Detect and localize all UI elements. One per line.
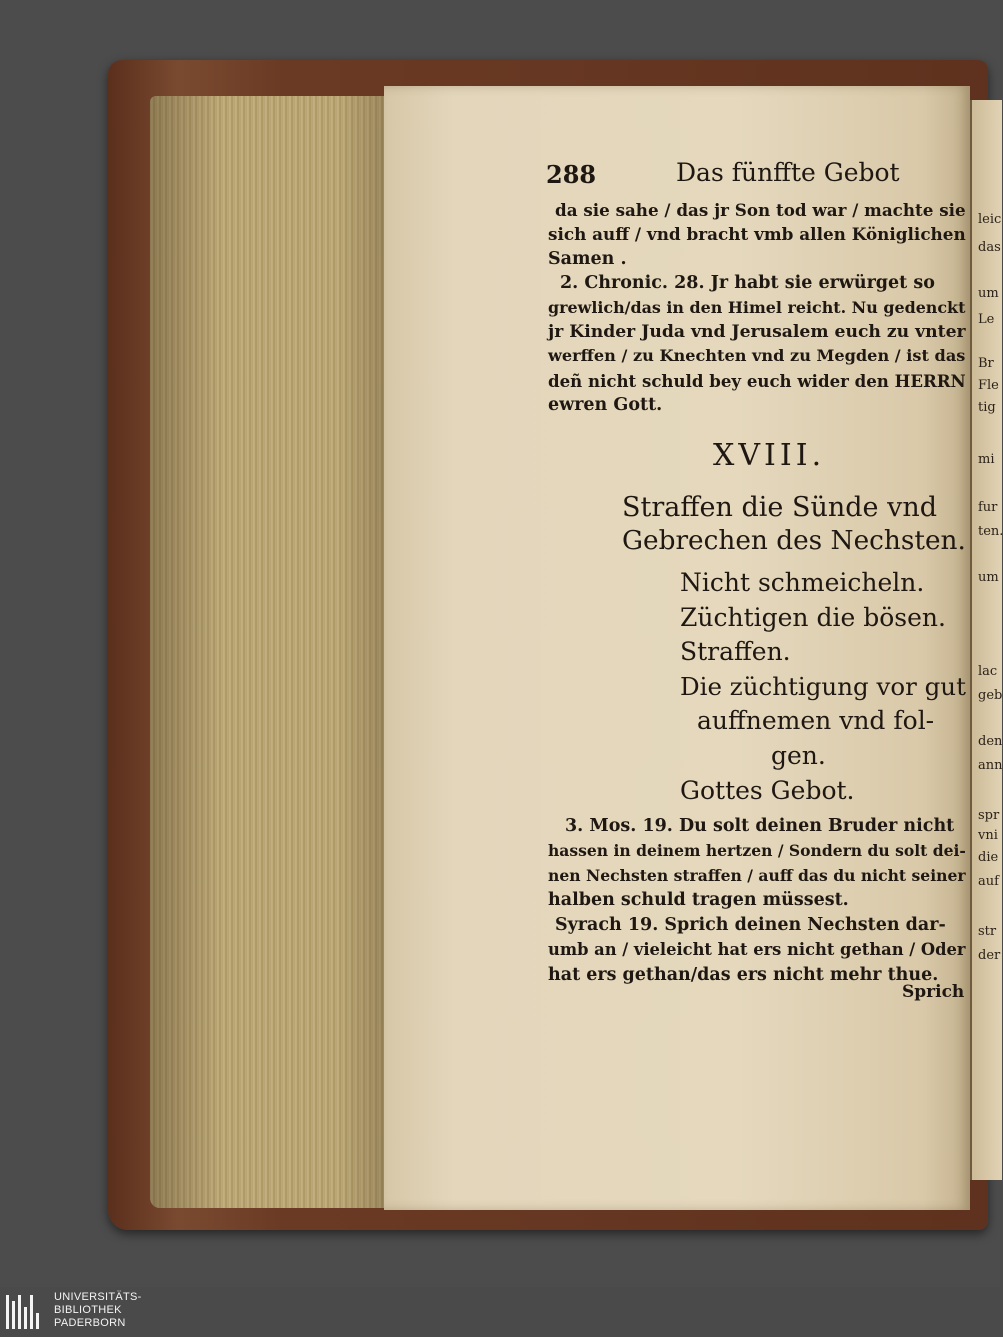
title-block-line: Gebrechen des Nechsten. [622,526,966,556]
library-name-line: BIBLIOTHEK [54,1304,122,1316]
intro-line: jr Kinder Juda vnd Jerusalem euch zu vnter [548,322,966,342]
facing-page-fragment: auf [978,874,999,889]
topics-line: Nicht schmeicheln. [680,568,925,597]
verses-line: hassen in deinem hertzen / Sondern du solt dei- [548,840,966,860]
facing-page-fragment: spr [978,808,1000,823]
library-name-line: PADERBORN [54,1317,126,1329]
facing-page [970,100,1002,1180]
verses-line: nen Nechsten straffen / auff das du nicht seiner [548,865,966,885]
verses-line: halben schuld tragen müssest. [548,890,849,911]
intro-line: 2. Chronic. 28. Jr habt sie erwürget so [560,273,935,294]
intro-line: grewlich/das in den Himel reicht. Nu gedenckt [548,297,966,317]
verses-line: hat ers gethan/das ers nicht mehr thue. [548,964,939,985]
library-name-line: UNIVERSITÄTS- [54,1291,142,1303]
page-edges-shadow [150,96,386,1208]
facing-page-fragment: tig [978,400,996,415]
facing-page-fragment: Br [978,356,994,371]
facing-page-fragment: str [978,924,997,939]
verses-line: Syrach 19. Sprich deinen Nechsten dar- [555,915,946,936]
facing-page-fragment: der [978,948,1001,963]
facing-page-fragment: um [978,286,999,301]
facing-page-fragment: um [978,570,999,585]
intro-line: sich auff / vnd bracht vmb allen Königlichen [548,224,966,245]
verses-line: umb an / vieleicht hat ers nicht gethan / Oder [548,940,966,959]
facing-page-fragment: lac [978,664,998,679]
footer-bar [0,1287,1000,1337]
title-block-line: Straffen die Sünde vnd [622,492,938,523]
topics-line: auffnemen vnd fol- [697,706,935,735]
facing-page-fragment: ann [978,758,1003,773]
topics-line: Die züchtigung vor gut [680,671,966,701]
topics-line: Züchtigen die bösen. [680,602,946,632]
page-number: 288 [546,160,597,189]
facing-page-fragment: den [978,734,1003,749]
intro-line: ewren Gott. [548,395,663,416]
facing-page-fragment: Fle [978,378,999,393]
catchword: Sprich [902,982,965,1002]
verses-line: 3. Mos. 19. Du solt deinen Bruder nicht [565,816,955,836]
facing-page-fragment: die [978,850,999,865]
facing-page-fragment: mi [978,452,995,467]
facing-page-fragment: ten. [978,524,1003,539]
facing-page-fragment: Le [978,312,995,327]
library-logo-icon [4,1293,46,1331]
facing-page-fragment: fur [978,500,998,515]
library-name [54,1291,142,1330]
section-number: XVIII. [713,438,826,473]
topics-line: Straffen. [680,637,791,666]
running-head: Das fünffte Gebot [676,158,900,187]
facing-page-fragment: geb [978,688,1003,703]
facing-page-fragment: vni [978,828,998,843]
commandment-heading: Gottes Gebot. [680,776,855,805]
facing-page-fragment: das [978,240,1001,255]
intro-line: werffen / zu Knechten vnd zu Megden / ist das [548,346,966,366]
intro-line: Samen . [548,248,627,269]
intro-line: da sie sahe / das jr Son tod war / machte sie [555,200,966,220]
topics-line: gen. [771,740,826,770]
book-page [384,86,970,1210]
facing-page-fragment: leic [978,212,1002,227]
intro-line: deñ nicht schuld bey euch wider den HERRN [548,370,966,391]
